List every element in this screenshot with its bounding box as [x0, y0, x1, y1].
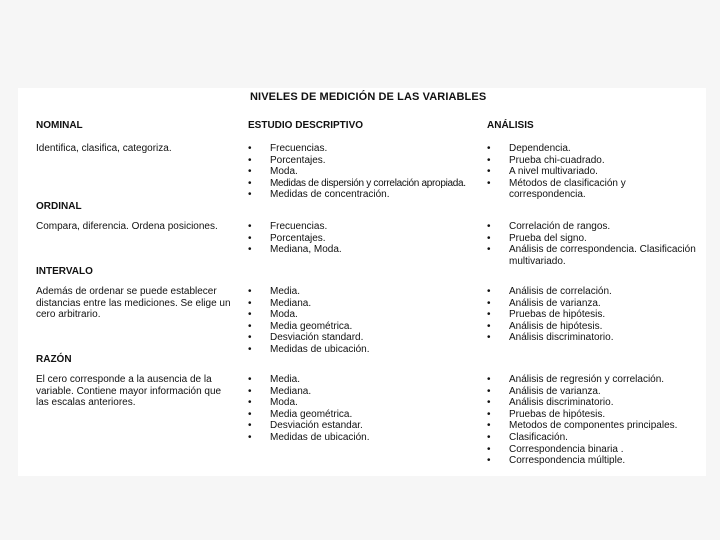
- list-item: • Porcentajes.: [248, 155, 470, 167]
- slide-footer-area: [0, 476, 720, 540]
- list-item: • Métodos de clasificación y correspondencia.: [487, 178, 701, 201]
- list-item: • Análisis de hipótesis.: [487, 321, 701, 333]
- list-item: • Correspondencia múltiple.: [487, 455, 701, 467]
- list-item: • Análisis de varianza.: [487, 386, 701, 398]
- intervalo-analysis-list: [487, 286, 701, 344]
- razon-descriptive-list: [248, 374, 470, 444]
- list-item: • Prueba del signo.: [487, 233, 701, 245]
- list-item: • Frecuencias.: [248, 143, 470, 155]
- list-item: • Mediana.: [248, 386, 470, 398]
- list-item: • Análisis discriminatorio.: [487, 332, 701, 344]
- list-item: • Prueba chi-cuadrado.: [487, 155, 701, 167]
- ordinal-descriptive-list: [248, 221, 470, 256]
- list-item: • Medidas de dispersión y correlación apropiada.: [248, 178, 470, 190]
- document-table: [18, 88, 706, 476]
- list-item: • Dependencia.: [487, 143, 701, 155]
- list-item: • Desviación standard.: [248, 332, 470, 344]
- list-item: • Moda.: [248, 397, 470, 409]
- razon-analysis-list: [487, 374, 701, 467]
- list-item: • Media geométrica.: [248, 409, 470, 421]
- list-item: • A nivel multivariado.: [487, 166, 701, 178]
- list-item: • Moda.: [248, 309, 470, 321]
- razon-description: El cero corresponde a la ausencia de la variable. Contiene mayor información que las escalas anteriores.: [36, 374, 222, 409]
- ordinal-description: Compara, diferencia. Ordena posiciones.: [36, 221, 218, 232]
- list-item: • Media geométrica.: [248, 321, 470, 333]
- list-item: • Media.: [248, 374, 470, 386]
- section-intervalo: INTERVALO: [36, 266, 93, 277]
- page-title: NIVELES DE MEDICIÓN DE LAS VARIABLES: [250, 91, 487, 103]
- nominal-description: Identifica, clasifica, categoriza.: [36, 143, 172, 154]
- nominal-analysis-list: [487, 143, 701, 201]
- section-razon: RAZÓN: [36, 354, 72, 365]
- list-item: • Porcentajes.: [248, 233, 470, 245]
- list-item: • Mediana, Moda.: [248, 244, 470, 256]
- intervalo-description: Además de ordenar se puede establecer distancias entre las mediciones. Se elige un cero arbitrario.: [36, 286, 231, 321]
- list-item: • Medidas de ubicación.: [248, 344, 470, 356]
- list-item: • Metodos de componentes principales.: [487, 420, 701, 432]
- list-item: • Media.: [248, 286, 470, 298]
- list-item: • Pruebas de hipótesis.: [487, 309, 701, 321]
- nominal-descriptive-list: [248, 143, 470, 201]
- header-analisis: ANÁLISIS: [487, 120, 534, 131]
- list-item: • Medidas de concentración.: [248, 189, 470, 201]
- ordinal-analysis-list: [487, 221, 701, 267]
- list-item: • Análisis de regresión y correlación.: [487, 374, 701, 386]
- list-item: • Desviación estandar.: [248, 420, 470, 432]
- intervalo-descriptive-list: [248, 286, 470, 356]
- list-item: • Medidas de ubicación.: [248, 432, 470, 444]
- list-item: • Pruebas de hipótesis.: [487, 409, 701, 421]
- list-item: • Mediana.: [248, 298, 470, 310]
- list-item: • Análisis de varianza.: [487, 298, 701, 310]
- list-item: • Análisis discriminatorio.: [487, 397, 701, 409]
- header-nominal: NOMINAL: [36, 120, 83, 131]
- list-item: • Moda.: [248, 166, 470, 178]
- list-item: • Correlación de rangos.: [487, 221, 701, 233]
- list-item: • Clasificación.: [487, 432, 701, 444]
- list-item: • Frecuencias.: [248, 221, 470, 233]
- list-item: • Correspondencia binaria .: [487, 444, 701, 456]
- section-ordinal: ORDINAL: [36, 201, 82, 212]
- header-estudio-descriptivo: ESTUDIO DESCRIPTIVO: [248, 120, 364, 131]
- list-item: • Análisis de correlación.: [487, 286, 701, 298]
- list-item: • Análisis de correspondencia. Clasificación multivariado.: [487, 244, 701, 267]
